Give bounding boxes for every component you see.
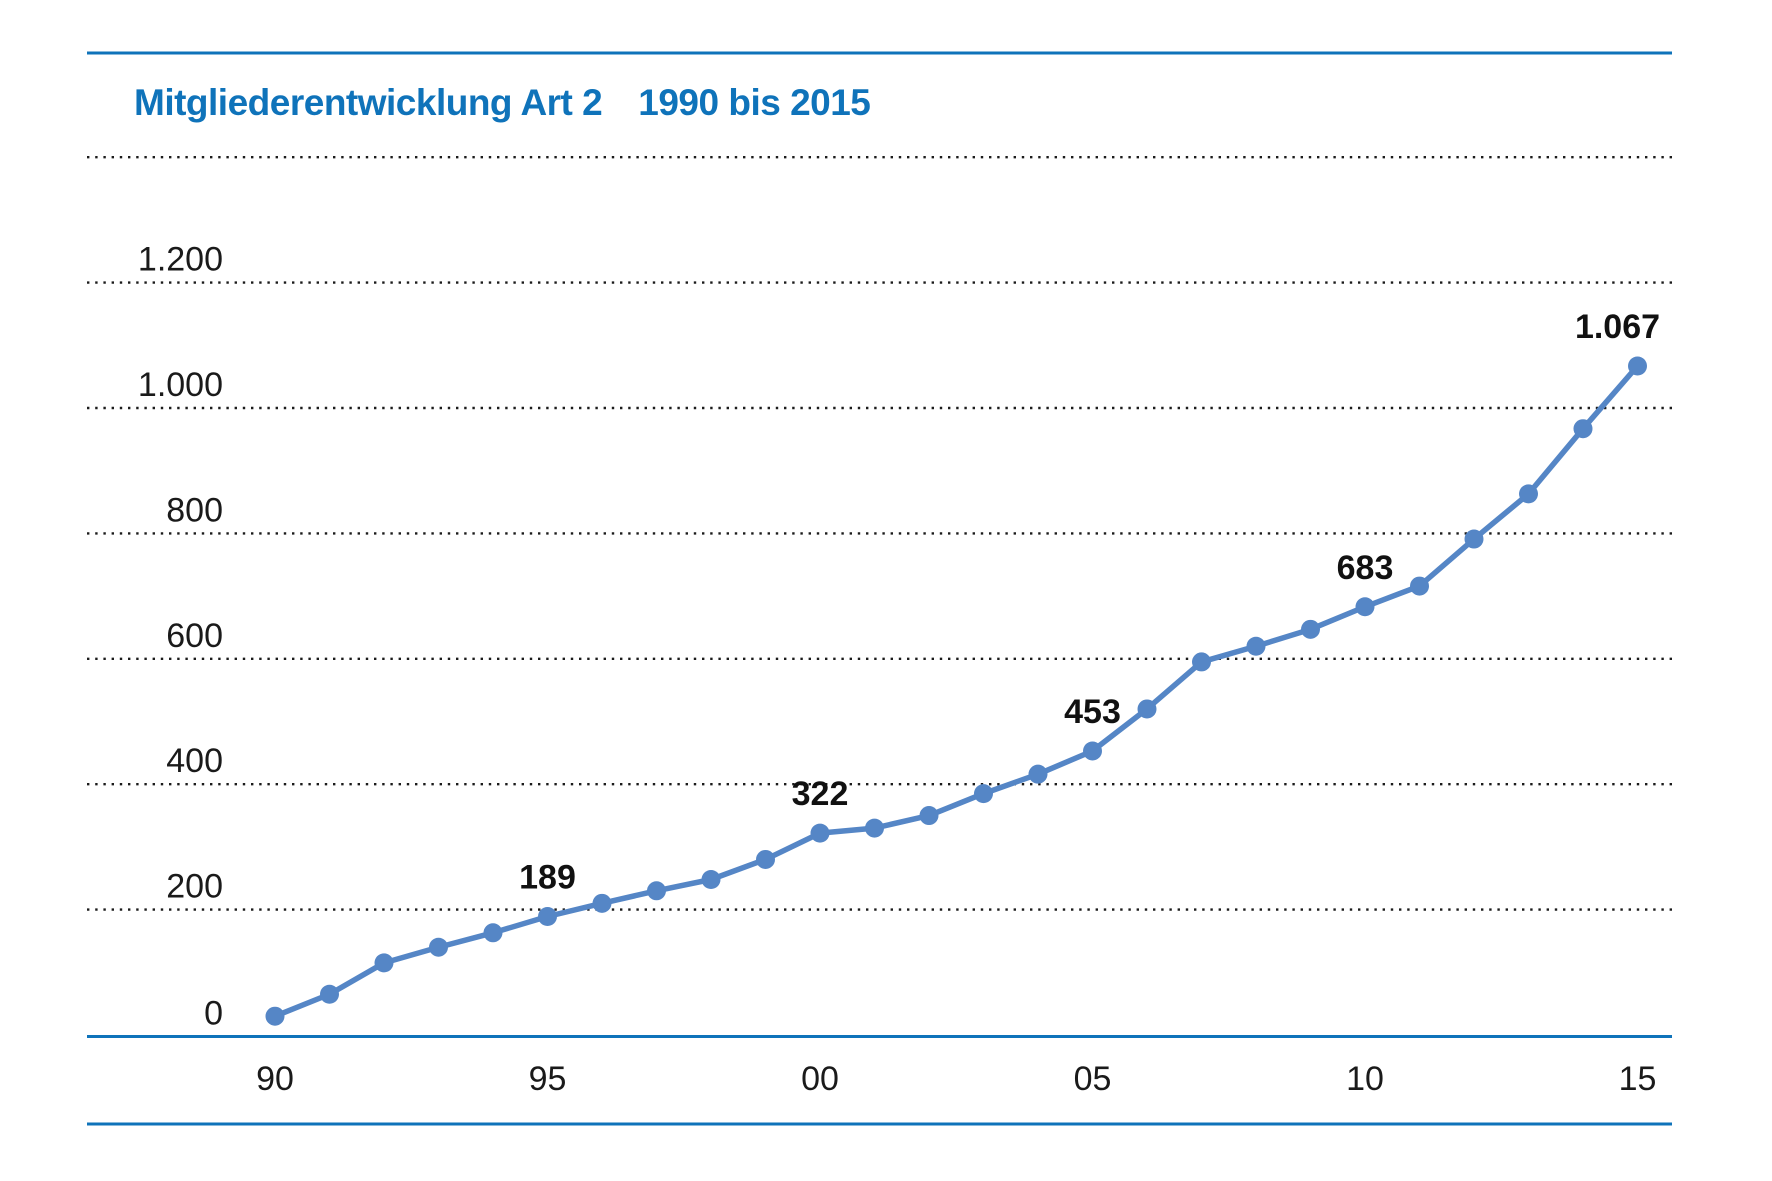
- data-point: [538, 907, 557, 926]
- data-point: [1465, 530, 1484, 549]
- data-point: [974, 784, 993, 803]
- data-point: [1356, 597, 1375, 616]
- data-point: [1628, 356, 1647, 375]
- data-point-label: 453: [1064, 692, 1121, 731]
- y-tick-label: 800: [166, 491, 223, 530]
- data-point: [647, 881, 666, 900]
- data-point-label: 322: [791, 775, 849, 814]
- data-point: [1029, 765, 1048, 784]
- x-tick-label: 95: [528, 1060, 567, 1098]
- y-tick-label: 0: [204, 994, 223, 1033]
- data-point: [1519, 484, 1538, 503]
- data-point: [1138, 699, 1157, 718]
- x-tick-label: 15: [1618, 1060, 1657, 1098]
- data-point: [484, 923, 503, 942]
- data-point: [429, 938, 448, 957]
- x-tick-label: 10: [1346, 1060, 1384, 1098]
- data-point: [1192, 652, 1211, 671]
- x-tick-label: 90: [256, 1060, 294, 1098]
- data-point-label: 189: [519, 858, 576, 897]
- data-point: [1574, 419, 1593, 438]
- y-tick-label: 1.200: [137, 240, 223, 279]
- data-point-label: 1.067: [1574, 307, 1661, 346]
- data-point: [266, 1007, 285, 1026]
- data-point: [320, 985, 339, 1004]
- chart-title-main: Mitgliederentwicklung Art 2: [134, 82, 603, 123]
- data-point: [375, 953, 394, 972]
- y-tick-label: 200: [166, 867, 223, 906]
- chart-title-range: 1990 bis 2015: [638, 82, 871, 123]
- y-tick-label: 400: [166, 742, 223, 781]
- data-point: [811, 824, 830, 843]
- data-point: [920, 806, 939, 825]
- data-point: [1410, 577, 1429, 596]
- data-point: [1083, 741, 1102, 760]
- data-point: [865, 819, 884, 838]
- data-point: [1247, 637, 1266, 656]
- data-point: [593, 894, 612, 913]
- data-point: [756, 850, 775, 869]
- x-tick-label: 05: [1073, 1060, 1112, 1098]
- y-tick-label: 1.000: [137, 366, 223, 404]
- data-point: [702, 870, 721, 889]
- x-tick-label: 00: [801, 1060, 839, 1098]
- data-point: [1301, 620, 1320, 639]
- line-series: [275, 366, 1638, 1016]
- y-tick-label: 600: [166, 616, 223, 655]
- data-point-label: 683: [1336, 548, 1394, 587]
